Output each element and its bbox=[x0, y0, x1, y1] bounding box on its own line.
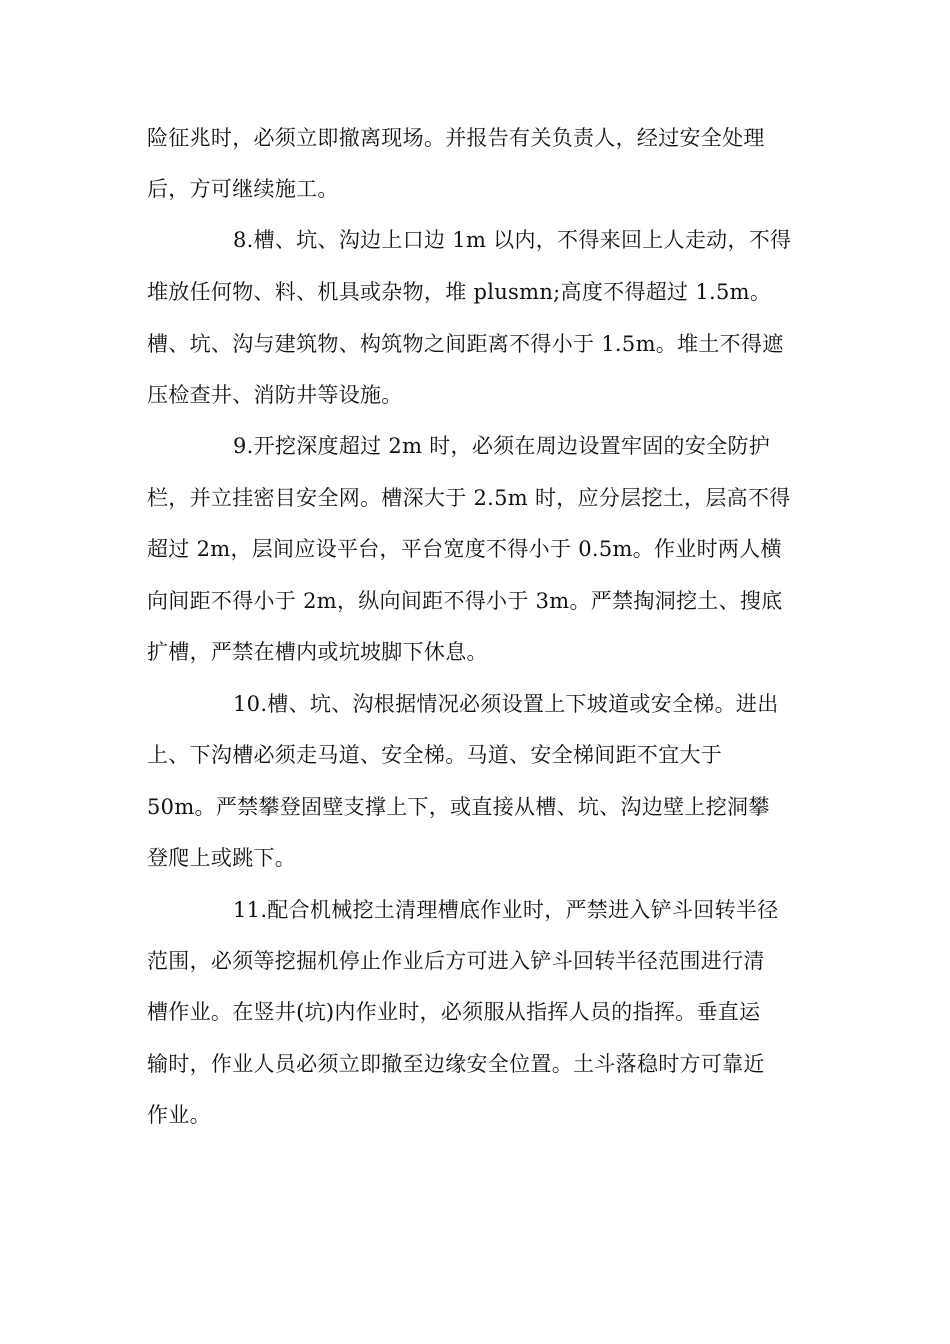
text-line: 范围，必须等挖掘机停止作业后方可进入铲斗回转半径范围进行清 bbox=[147, 949, 765, 973]
text-line: 险征兆时，必须立即撤离现场。并报告有关负责人，经过安全处理 bbox=[147, 126, 765, 150]
text-line: 栏，并立挂密目安全网。槽深大于 2.5m 时，应分层挖土，层高不得 bbox=[147, 486, 791, 510]
paragraph-8-start: 8.槽、坑、沟边上口边 1m 以内，不得来回上人走动，不得 bbox=[233, 228, 792, 252]
paragraph-9-start: 9.开挖深度超过 2m 时，必须在周边设置牢固的安全防护 bbox=[233, 434, 771, 458]
text-line: 槽、坑、沟与建筑物、构筑物之间距离不得小于 1.5m。堆土不得遮 bbox=[147, 332, 784, 356]
text-line: 扩槽，严禁在槽内或坑坡脚下休息。 bbox=[147, 640, 488, 664]
text-line: 登爬上或跳下。 bbox=[147, 846, 297, 870]
text-line: 50m。严禁攀登固壁支撑上下，或直接从槽、坑、沟边壁上挖洞攀 bbox=[147, 795, 770, 819]
paragraph-11-start: 11.配合机械挖土清理槽底作业时，严禁进入铲斗回转半径 bbox=[233, 898, 779, 922]
text-line: 后，方可继续施工。 bbox=[147, 177, 339, 201]
text-line: 超过 2m，层间应设平台，平台宽度不得小于 0.5m。作业时两人横 bbox=[147, 537, 782, 561]
paragraph-10-start: 10.槽、坑、沟根据情况必须设置上下坡道或安全梯。进出 bbox=[233, 692, 779, 716]
text-line: 压检查井、消防井等设施。 bbox=[147, 383, 403, 407]
text-line: 上、下沟槽必须走马道、安全梯。马道、安全梯间距不宜大于 bbox=[147, 743, 723, 767]
text-line: 槽作业。在竖井(坑)内作业时，必须服从指挥人员的指挥。垂直运 bbox=[147, 1000, 761, 1024]
text-line: 向间距不得小于 2m，纵向间距不得小于 3m。严禁掏洞挖土、搜底 bbox=[147, 589, 783, 613]
text-line: 输时，作业人员必须立即撤至边缘安全位置。土斗落稳时方可靠近 bbox=[147, 1052, 765, 1076]
text-line: 作业。 bbox=[147, 1103, 211, 1127]
text-line: 堆放任何物、料、机具或杂物，堆 plusmn;高度不得超过 1.5m。 bbox=[147, 280, 772, 304]
